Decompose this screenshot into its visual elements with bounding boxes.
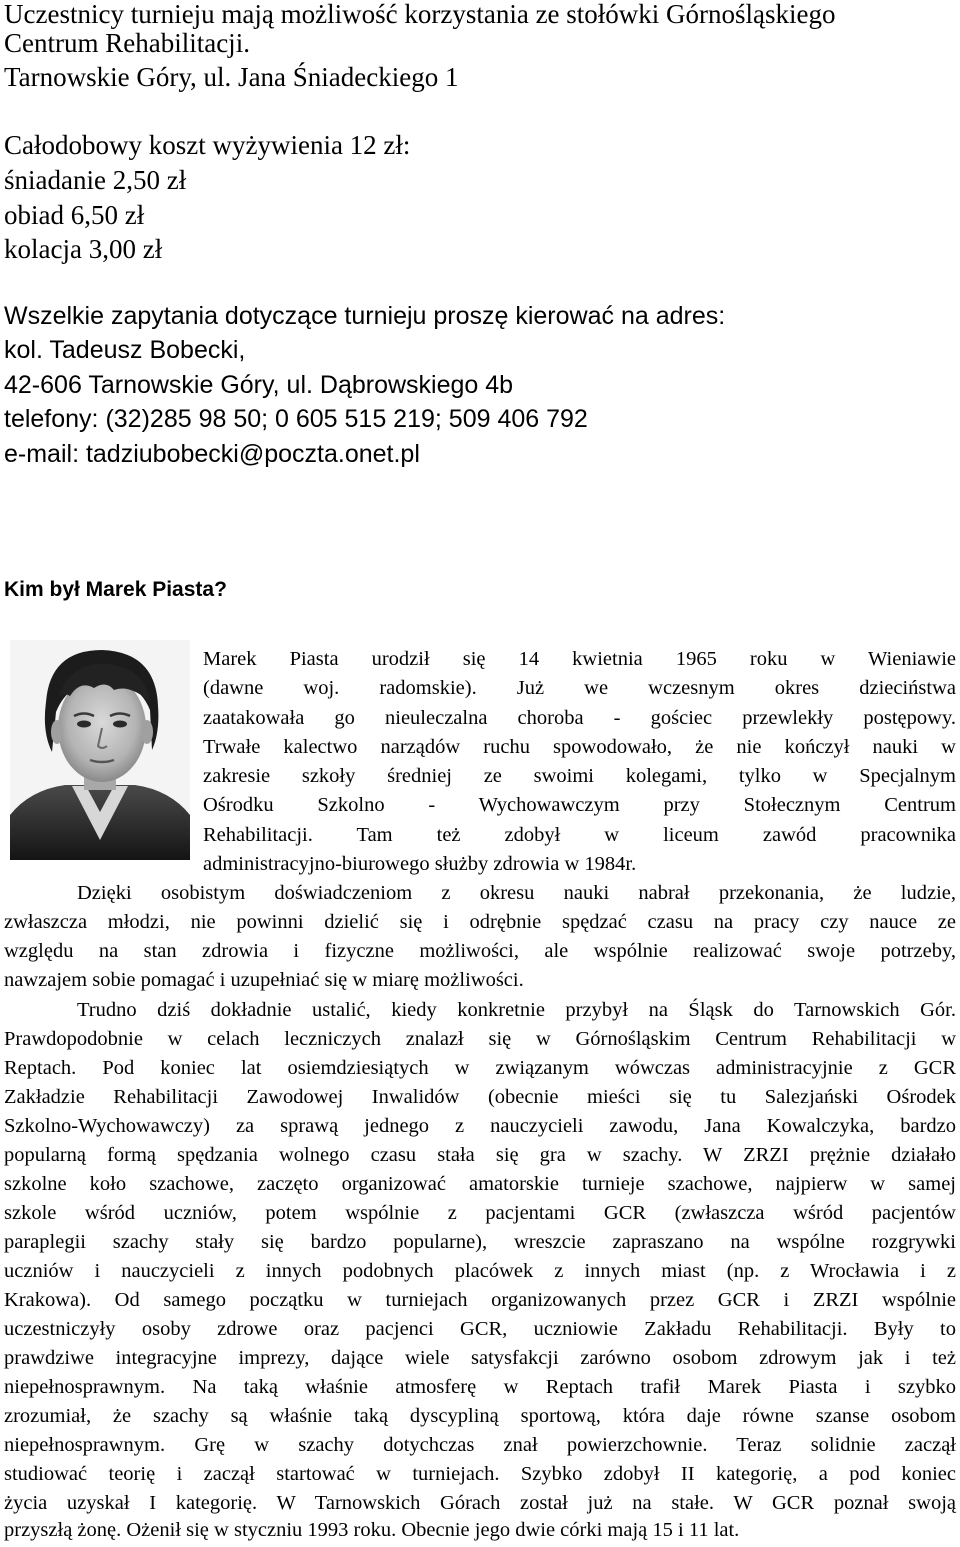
paragraph-line: szkole wśród uczniów, potem wspólnie z pacjentami GCR (zwłaszcza wśród pacjentów <box>4 1202 956 1224</box>
paragraph-line: niepełnosprawnym. Grę w szachy dotychczas znał powierzchownie. Teraz solidnie zaczął <box>4 1434 956 1456</box>
paragraph-line: uczestniczyły osoby zdrowe oraz pacjenci GCR, uczniowie Zakładu Rehabilitacji. Były to <box>4 1318 956 1340</box>
paragraph-line: zrozumiał, że szachy są właśnie taką dyscypliną sportową, która daje równe szanse osobom <box>4 1405 956 1427</box>
paragraph-line: nawzajem sobie pomagać i uzupełniać się w miarę możliwości. <box>4 969 524 991</box>
paragraph-line: studiować teorię i zaczął startować w turniejach. Szybko zdobył II kategorię, a pod koniec <box>4 1463 956 1485</box>
paragraph-line: uczniów i nauczycieli z innych podobnych placówek z innych miast (np. z Wrocławia i z <box>4 1260 956 1282</box>
paragraph-line: szkolne koło szachowe, zaczęto organizować amatorskie turnieje szachowe, najpierw w samej <box>4 1173 956 1195</box>
contact-email: e-mail: tadziubobecki@poczta.onet.pl <box>4 440 420 468</box>
info-line: śniadanie 2,50 zł <box>4 165 187 195</box>
paragraph-line: prawdziwe integracyjne imprezy, dające wiele satysfakcji zarówno osobom zdrowym jak i też <box>4 1347 956 1369</box>
paragraph-line: Szkolno-Wychowawczy) za sprawą jednego z nauczycieli zawodu, Jana Kowalczyka, bardzo <box>4 1115 956 1137</box>
paragraph-line: paraplegii szachy stały się bardzo popularne), wreszcie zapraszano na wspólne rozgrywki <box>4 1231 956 1253</box>
info-line: Centrum Rehabilitacji. <box>4 28 250 58</box>
paragraph-line: Reptach. Pod koniec lat osiemdziesiątych w związanym wówczas administracyjnie z GCR <box>4 1057 956 1079</box>
info-line: kolacja 3,00 zł <box>4 234 163 264</box>
paragraph-line: Krakowa). Od samego początku w turniejach organizowanych przez GCR i ZRZI wspólnie <box>4 1289 956 1311</box>
info-line: Wszelkie zapytania dotyczące turnieju proszę kierować na adres: <box>4 302 726 330</box>
info-line: obiad 6,50 zł <box>4 200 145 230</box>
paragraph-line: życia uzyskał I kategorię. W Tarnowskich Górach został już na stałe. W GCR poznał swoją <box>4 1492 956 1514</box>
section-heading: Kim był Marek Piasta? <box>4 578 227 601</box>
contact-phones: telefony: (32)285 98 50; 0 605 515 219; 509 406 792 <box>4 405 588 433</box>
paragraph-line: Trudno dziś dokładnie ustalić, kiedy konkretnie przybył na Śląsk do Tarnowskich Gór. <box>77 999 956 1021</box>
bio-line: administracyjno-biurowego służby zdrowia w 1984r. <box>203 853 637 875</box>
bio-line: Marek Piasta urodził się 14 kwietnia 1965 roku w Wieniawie <box>203 648 956 670</box>
paragraph-line: względu na stan zdrowia i fizyczne możliwości, ale wspólnie realizować swoje potrzeby, <box>4 940 956 962</box>
bio-line: Rehabilitacji. Tam też zdobył w liceum zawód pracownika <box>203 824 956 846</box>
contact-address: 42-606 Tarnowskie Góry, ul. Dąbrowskiego 4b <box>4 371 514 399</box>
bio-line: Ośrodku Szkolno - Wychowawczym przy Stołecznym Centrum <box>203 794 956 816</box>
paragraph-line: Prawdopodobnie w celach leczniczych znalazł się w Górnośląskim Centrum Rehabilitacji w <box>4 1028 956 1050</box>
paragraph-line: Zakładzie Rehabilitacji Zawodowej Inwalidów (obecnie mieści się tu Salezjański Ośrodek <box>4 1086 956 1108</box>
paragraph-line: zwłaszcza młodzi, nie powinni dzielić się i odrębnie spędzać czasu na pracy czy nauce ze <box>4 911 956 933</box>
bio-line: zaatakowała go nieuleczalna choroba - gościec przewlekły postępowy. <box>203 707 956 729</box>
paragraph-line: Dzięki osobistym doświadczeniom z okresu nauki nabrał przekonania, że ludzie, <box>77 882 956 904</box>
portrait-icon <box>10 640 190 860</box>
portrait-photo <box>10 640 190 860</box>
info-line: Uczestnicy turnieju mają możliwość korzystania ze stołówki Górnośląskiego <box>4 0 836 29</box>
bio-line: zakresie szkoły średniej ze swoimi kolegami, tylko w Specjalnym <box>203 765 956 787</box>
bio-line: (dawne woj. radomskie). Już we wczesnym okres dzieciństwa <box>203 677 956 699</box>
paragraph-line: przyszłą żonę. Ożenił się w styczniu 1993 roku. Obecnie jego dwie córki mają 15 i 11 lat. <box>4 1519 740 1541</box>
info-line: Tarnowskie Góry, ul. Jana Śniadeckiego 1 <box>4 62 459 92</box>
paragraph-line: niepełnosprawnym. Na taką właśnie atmosferę w Reptach trafił Marek Piasta i szybko <box>4 1376 956 1398</box>
paragraph-line: popularną formą spędzania wolnego czasu stała się gra w szachy. W ZRZI prężnie działało <box>4 1144 956 1166</box>
bio-line: Trwałe kalectwo narządów ruchu spowodowało, że nie kończył nauki w <box>203 736 956 758</box>
contact-name: kol. Tadeusz Bobecki, <box>4 336 246 364</box>
info-line: Całodobowy koszt wyżywienia 12 zł: <box>4 130 411 160</box>
